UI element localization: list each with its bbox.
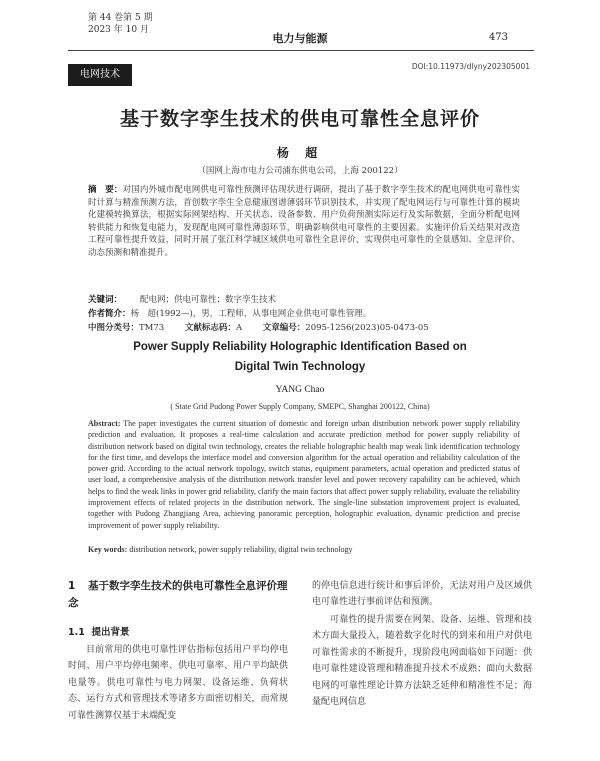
article-id: 文章编号：2095-1256(2023)05-0473-05 [262,323,429,333]
section-1-title: 基于数字孪生技术的供电可靠性全息评价理念 [68,580,288,609]
classification-row [88,322,528,334]
author-intro-text: 杨 超(1992—)，男，工程师，从事电网企业供电可靠性管理。 [130,309,372,319]
author-intro-label: 作者简介： [88,309,131,319]
clc-number: 中图分类号：TM73 [88,323,165,333]
abstract-zh-label: 摘 要： [88,185,123,195]
left-column-paragraph: 目前常用的供电可靠性评估指标包括用户平均停电时间、用户平均停电频率、供电可靠率、用户平均缺供电量等。供电可靠性与电力网架、设备运维、负荷状态、运行方式和管理技术等诸多方面密切相关，而常规可靠性测算仅基于末端配变 [68,645,288,721]
section-tab: 电网技术 [68,64,132,86]
paper-title-en-line2: Digital Twin Technology [234,361,366,373]
issue-date: 2023 年 10 月 [88,25,149,35]
section-1-heading [68,578,296,612]
abstract-en-label: Abstract: [88,419,121,428]
keywords-en-text: distribution network, power supply reliability, digital twin technology [129,545,353,554]
subsection-number: 1.1 [68,627,85,638]
article-id-label: 文章编号： [262,323,306,333]
keywords-en [88,545,520,554]
author-intro [88,308,528,320]
header-rule [68,50,534,51]
author-zh: 杨 超 [276,146,324,160]
abstract-zh-text: 对国内外城市配电网供电可靠性预测评估现状进行调研，提出了基于数字孪生技术的配电网供电可靠性实时计算与精准预测方法，首创数字孪生全息健康图谱薄弱环节识别技术，并实现了配电网运行与可靠性计算的模块化建模转换算法，根据实际网架结构、开关状态、设备参数、用户负荷预测实际运行及实际数据，全面分析配电网转供能力和恢复电能力，发现配电网可靠性薄弱环节，明确影响供电可靠性的主要因素。实施评价后关结果对改造工程可靠性提升效益，同时开展了张江科学城区域供电可靠性全息评价，实现供电可靠性的全景感知、全息评价、动态预测和精准提升。 [88,185,520,258]
section-1-number: 1 [68,580,76,592]
abstract-zh [88,184,520,259]
abstract-en-text: The paper investigates the current situation of domestic and foreign urban distribution network power supply reliability prediction and evaluation. It proposes a real-time calculation and accurate prediction method for power supply reliability of distribution network based on digital twin technology, creates the reliable holographic health map weak link identification technology for the first time, and develops the interface model and conversion algorithm for the actual operation and reliability calculation of the power grid. According to the actual network topology, switch status, equipment parameters, actual operation and predicted status of user load, a comprehensive analysis of the distribution network transfer level and power recovery capability can be achieved, which helps to find the weak links in power grid reliability, clarify the main factors that affect power supply reliability, evaluate the reliability improvement effects of related projects in the distribution network. The single-line substation improvement project is evaluated, together with Pudong Zhangjiang Area, achieving panoramic perception, holographic evaluation, dynamic prediction and precise improvement of power supply reliability. [88,419,520,530]
affiliation-zh: （国网上海市电力公司浦东供电公司，上海 200122） [197,166,403,176]
paper-title-zh: 基于数字孪生技术的供电可靠性全息评价 [119,108,480,130]
keywords-zh [88,294,528,306]
doc-code: 文献标志码：A [184,323,243,333]
right-column-paragraph-1: 的停电信息进行统计和事后评价，无法对用户及区域供电可靠性进行事前评估和预测。 [312,581,532,608]
affiliation-en: ( State Grid Pudong Power Supply Company, SMEPC, Shanghai 200122, China) [170,402,430,411]
journal-name: 电力与能源 [272,32,328,45]
paper-title-en-line1: Power Supply Reliability Holographic Identification Based on [133,341,467,353]
doc-code-label: 文献标志码： [184,323,236,333]
right-column-paragraph-2: 可靠性的提升需要在网架、设备、运维、管理和技术方面大量投入，随着数字化时代的到来和用户对供电可靠性需求的不断提升，现阶段电网面临如下问题：供电可靠性建设管理和精准提升技术不成熟；面向大数据电网的可靠性理论计算方法缺乏延伸和精准性不足；海量配电网信息 [312,615,532,708]
keywords-zh-label: 关键词： [88,295,123,305]
keywords-en-label: Key words: [88,545,128,554]
subsection-1-1-heading [68,624,129,638]
abstract-en [88,418,520,531]
doi: DOI:10.11973/dlyny202305001 [411,62,530,71]
page-number: 473 [488,32,508,43]
subsection-title: 提出背景 [91,627,130,638]
clc-label: 中图分类号： [88,323,140,333]
volume-issue: 第 44 卷第 5 期 [88,13,153,23]
author-en: YANG Chao [275,385,325,395]
keywords-zh-text: 配电网；供电可靠性；数字孪生技术 [140,295,277,305]
